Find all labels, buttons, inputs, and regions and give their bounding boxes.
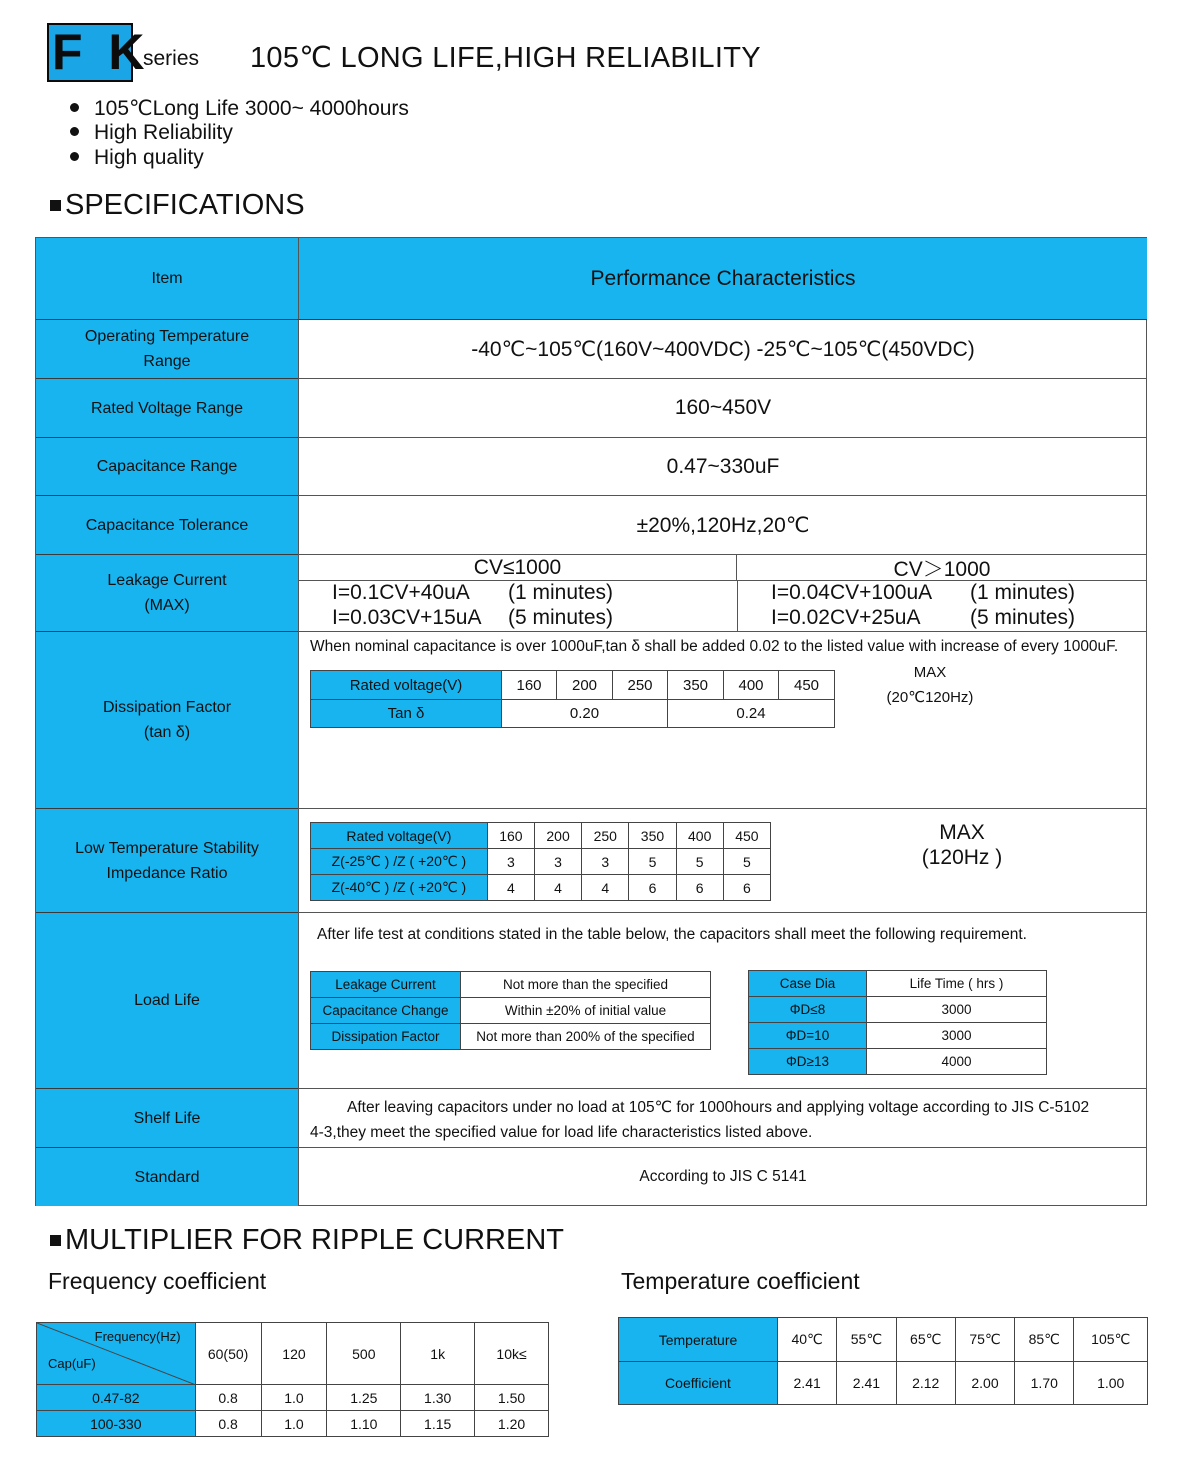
temperature-table: Temperature 40℃ 55℃ 65℃ 75℃ 85℃ 105℃ Coefficient 2.41 2.41 2.12 2.00 1.70 1.00 xyxy=(618,1317,1148,1405)
shelf-life-label: Shelf Life xyxy=(36,1089,298,1148)
df-label: Dissipation Factor (tan δ) xyxy=(36,632,298,809)
bullet-icon xyxy=(70,103,79,112)
feature-item: High quality xyxy=(70,146,204,170)
specifications-heading: SPECIFICATIONS xyxy=(50,189,305,222)
leak-cv-high-head: CV＞1000 xyxy=(737,555,1147,581)
cap-range-value: 0.47~330uF xyxy=(298,438,1147,496)
freq-corner-cell: Frequency(Hz) Cap(uF) xyxy=(37,1323,196,1385)
performance-header: Performance Characteristics xyxy=(298,238,1147,320)
bullet-icon xyxy=(70,127,79,136)
frequency-table: Frequency(Hz) Cap(uF) 60(50) 120 500 1k 10k≤ 0.47-82 0.8 1.0 1.25 1.30 1.50 100-330 0.8 1.0 1.10 1.15 1.20 xyxy=(36,1322,549,1437)
leakage-value xyxy=(298,555,1147,632)
standard-value: According to JIS C 5141 xyxy=(298,1148,1147,1206)
item-header: Item xyxy=(36,238,298,320)
bullet-icon xyxy=(70,152,79,161)
shelf-life-value: After leaving capacitors under no load at 105℃ for 1000hours and applying voltage according to JIS C-5102 4-3,they meet the specified value for load life characteristics listed above. xyxy=(298,1089,1147,1148)
leakage-label: Leakage Current (MAX) xyxy=(36,555,298,632)
voltage-value: 160~450V xyxy=(298,379,1147,438)
page-headline: 105℃ LONG LIFE,HIGH RELIABILITY xyxy=(250,42,761,74)
tolerance-label: Capacitance Tolerance xyxy=(36,496,298,555)
low-temp-table: Rated voltage(V) 160 200 250 350 400 450 Z(-25℃ ) /Z ( +20℃ ) 3 3 3 5 5 5 Z(-40℃ ) /Z ( +20℃ ) 4 4 4 6 6 6 xyxy=(310,822,771,901)
low-temp-max-note: MAX (120Hz ) xyxy=(921,821,1003,869)
df-tan-head: Tan δ xyxy=(311,700,502,728)
load-life-time-table: Case Dia Life Time ( hrs ) ΦD≤8 3000 ΦD=10 3000 ΦD≥13 4000 xyxy=(748,970,1047,1075)
frequency-coefficient-title: Frequency coefficient xyxy=(48,1268,267,1294)
square-bullet-icon xyxy=(50,1235,61,1246)
op-temp-label: Operating Temperature Range xyxy=(36,320,298,379)
leak-divider xyxy=(737,581,738,631)
leak-low-formulas: I=0.1CV+40uA (1 minutes) I=0.03CV+15uA (5 minutes) xyxy=(332,581,614,629)
temperature-coefficient-title: Temperature coefficient xyxy=(621,1268,860,1294)
load-life-value xyxy=(298,913,1147,1089)
feature-item: 105℃Long Life 3000~ 4000hours xyxy=(70,96,409,121)
df-voltage-head: Rated voltage(V) xyxy=(311,671,502,700)
series-label: series xyxy=(143,47,200,70)
op-temp-value: -40℃~105℃(160V~400VDC) -25℃~105℃(450VDC) xyxy=(298,320,1147,379)
series-code: F K xyxy=(52,24,151,80)
leak-cv-low-head: CV≤1000 xyxy=(299,555,737,581)
square-bullet-icon xyxy=(50,200,61,211)
tolerance-value: ±20%,120Hz,20℃ xyxy=(298,496,1147,555)
load-life-note: After life test at conditions stated in the table below, the capacitors shall meet the following requirement. xyxy=(317,926,1027,943)
specifications-table xyxy=(35,237,1147,1206)
low-temp-label: Low Temperature Stability Impedance Ratio xyxy=(36,809,298,913)
feature-item: High Reliability xyxy=(70,121,233,145)
df-note: When nominal capacitance is over 1000uF,tan δ shall be added 0.02 to the listed value with increase of every 1000uF. xyxy=(310,638,1119,655)
leak-high-formulas: I=0.04CV+100uA (1 minutes) I=0.02CV+25uA (5 minutes) xyxy=(771,581,1076,629)
voltage-label: Rated Voltage Range xyxy=(36,379,298,438)
cap-range-label: Capacitance Range xyxy=(36,438,298,496)
load-req-table: Leakage Current Not more than the specified Capacitance Change Within ±20% of initial value Dissipation Factor Not more than 200% of the specified xyxy=(310,971,711,1050)
df-table: Rated voltage(V) 160 200 250 350 400 450 Tan δ 0.20 0.24 xyxy=(310,670,835,728)
df-max-note: MAX (20℃120Hz) xyxy=(886,664,974,706)
df-value xyxy=(298,632,1147,809)
low-temp-value xyxy=(298,809,1147,913)
standard-label: Standard xyxy=(36,1148,298,1206)
ripple-heading: MULTIPLIER FOR RIPPLE CURRENT xyxy=(50,1224,564,1257)
load-life-label: Load Life xyxy=(36,913,298,1089)
